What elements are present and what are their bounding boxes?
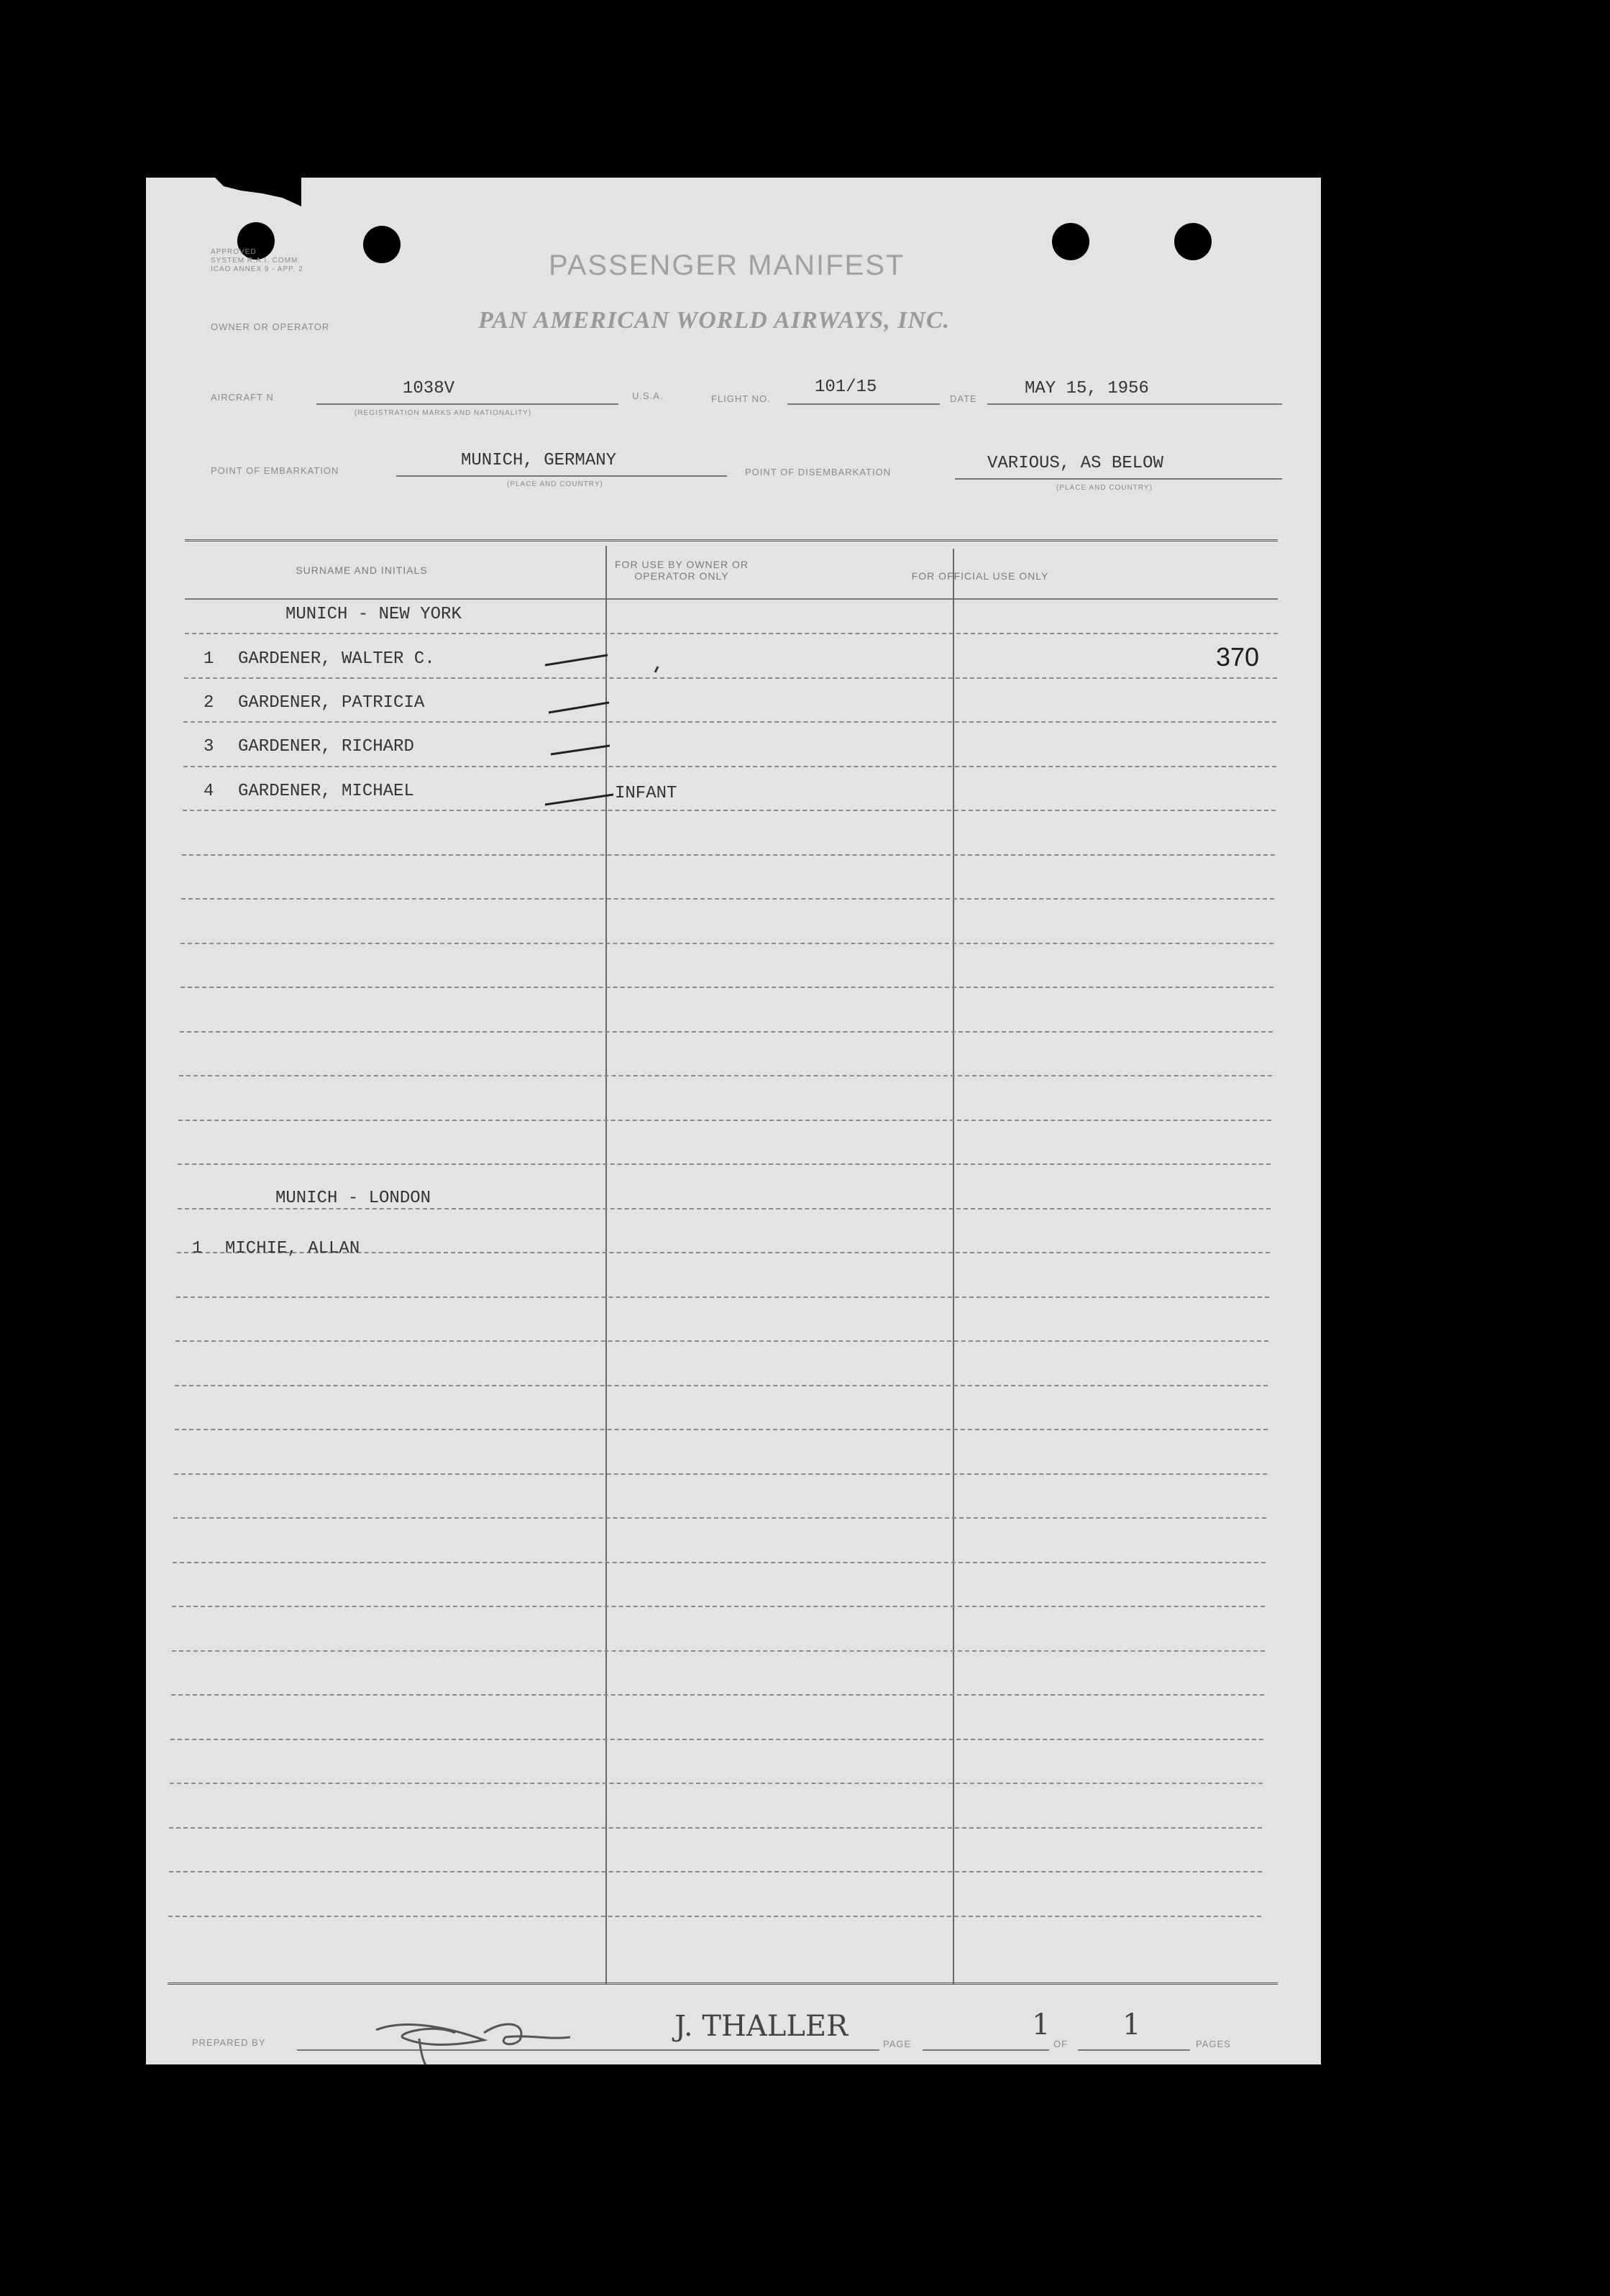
page-label: PAGE [883, 2039, 912, 2049]
check-mark [549, 703, 609, 713]
embarkation-value: MUNICH, GERMANY [461, 451, 617, 470]
disembarkation-label: POINT OF DISEMBARKATION [745, 467, 892, 477]
passenger-name: GARDENER, PATRICIA [238, 693, 425, 713]
signature-stroke [484, 2024, 570, 2044]
official-use-value: 370 [1216, 642, 1260, 672]
disembarkation-value: VARIOUS, AS BELOW [987, 454, 1163, 473]
manifest-sheet [146, 178, 1321, 2064]
passenger-name: MICHIE, ALLAN [225, 1239, 360, 1258]
nationality: U.S.A. [632, 390, 664, 401]
flight-label: FLIGHT NO. [711, 393, 771, 404]
date-value: MAY 15, 1956 [1025, 379, 1149, 398]
prepared-by-label: PREPARED BY [192, 2037, 266, 2048]
pages-label: PAGES [1196, 2039, 1231, 2049]
owner-label: OWNER OR OPERATOR [211, 321, 330, 332]
place-caption-disembarkation: (PLACE AND COUNTRY) [1056, 484, 1153, 492]
prepared-by-signature: J. THALLER [674, 2010, 849, 2043]
passenger-name: GARDENER, MICHAEL [238, 782, 414, 801]
route-heading: MUNICH - LONDON [275, 1189, 431, 1208]
column-header-surname: SURNAME AND INITIALS [296, 564, 428, 576]
place-caption-embarkation: (PLACE AND COUNTRY) [507, 480, 603, 488]
total-pages: 1 [1122, 2008, 1141, 2041]
approval-line-2: SYSTEM R.A.I. COMM. [211, 257, 301, 265]
passenger-name: GARDENER, RICHARD [238, 737, 414, 756]
passenger-note: INFANT [615, 784, 677, 803]
column-header-official-use: FOR OFFICIAL USE ONLY [911, 570, 1049, 582]
route-heading: MUNICH - NEW YORK [285, 605, 462, 624]
approval-line-3: ICAO ANNEX 9 - APP. 2 [211, 265, 303, 273]
passenger-number: 1 [203, 649, 214, 669]
passenger-number: 1 [192, 1239, 203, 1258]
operator-name: PAN AMERICAN WORLD AIRWAYS, INC. [478, 307, 951, 334]
check-mark [551, 746, 610, 754]
passenger-name: GARDENER, WALTER C. [238, 649, 435, 669]
check-mark [545, 655, 608, 665]
page-number: 1 [1032, 2008, 1051, 2041]
pen-marks [146, 178, 1321, 2064]
aircraft-label: AIRCRAFT N [211, 392, 274, 403]
page-title: PASSENGER MANIFEST [549, 250, 905, 281]
passenger-number: 3 [203, 737, 214, 756]
passenger-number: 4 [203, 782, 214, 801]
aircraft-value: 1038V [403, 379, 455, 398]
date-label: DATE [950, 393, 977, 404]
registration-caption: (REGISTRATION MARKS AND NATIONALITY) [355, 409, 532, 417]
approval-line-1: APPROVED [211, 248, 257, 256]
check-mark [545, 795, 613, 805]
pen-dot [655, 667, 658, 672]
passenger-number: 2 [203, 693, 214, 713]
embarkation-label: POINT OF EMBARKATION [211, 465, 339, 476]
flight-value: 101/15 [815, 378, 877, 397]
signature-stroke [376, 2025, 484, 2045]
column-header-owner-use: FOR USE BY OWNER OR OPERATOR ONLY [615, 559, 749, 582]
of-label: OF [1053, 2039, 1069, 2049]
